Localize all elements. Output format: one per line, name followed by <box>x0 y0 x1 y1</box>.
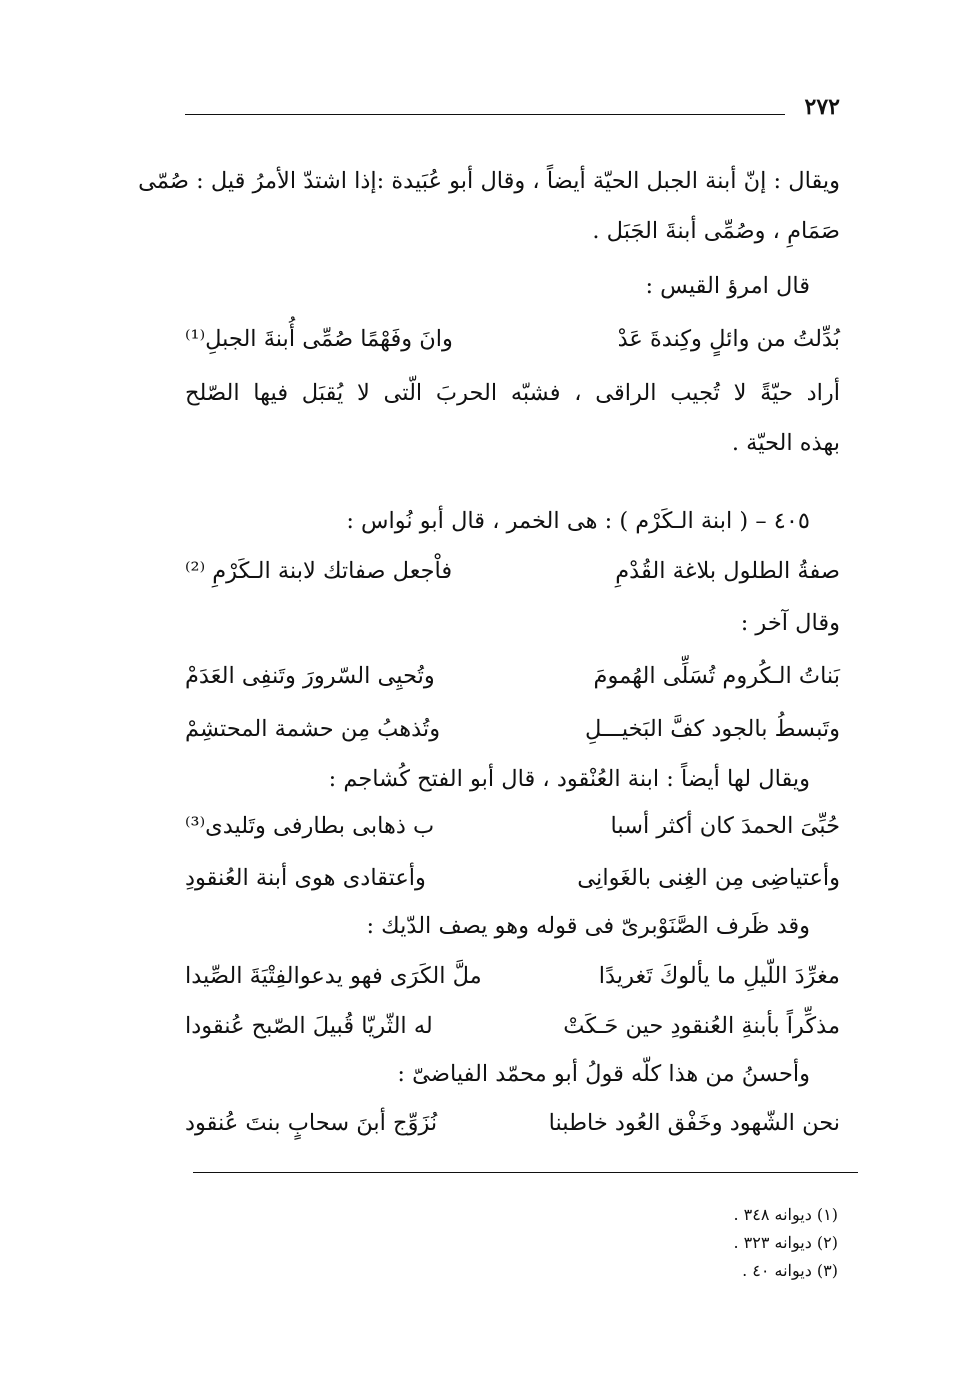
body-text <box>138 168 840 1168</box>
footnotes <box>560 1205 838 1305</box>
verse-intro: وقال آخر : <box>740 610 840 636</box>
verse-line <box>185 558 840 598</box>
paragraph-line: بهذه الحيّة . <box>731 430 840 456</box>
verse-line <box>185 1013 840 1053</box>
verse-line <box>185 865 840 905</box>
verse-intro: وقد ظَرف الصَّنَوْبرىّ فى قوله وهو يصف الدّيك : <box>366 913 810 939</box>
paragraph-line: ويقال : إنّ أبنة الجبل الحيّة أيضاً ، وقال أبو عُبَيدة :إذا اشتدّ الأمرُ قيل : صُمّى <box>138 168 840 194</box>
verse-intro: وأحسنُ من هذا كلّه قولُ أبو محمّد الفياضىّ : <box>397 1061 810 1087</box>
page-number: ٢٧٢ <box>804 94 840 120</box>
verse-line <box>185 663 840 703</box>
verse-line <box>185 813 840 853</box>
verse-hemistich-first: مذكِّراً بأبنةِ العُنقودِ حين حَـكَتْ <box>563 1013 840 1039</box>
verse-hemistich-second: وأعتقادى هوى أبنة العُنقودِ <box>185 865 426 891</box>
verse-hemistich-second: ملَّ الكَرَى فهو يدعوالفِتْيَةَ الصِّيدا <box>185 963 482 989</box>
footnote: (٢) ديوانه ٣٢٣ . <box>733 1233 838 1252</box>
verse-hemistich-second: نُزَوِّج أبنَ سحابٍ بنتَ عُنقود <box>185 1110 438 1136</box>
verse-line <box>185 326 840 366</box>
verse-intro: ويقال لها أيضاً : ابنة العُنْقود ، قال أبو الفتح كُشاجم : <box>328 766 810 792</box>
verse-hemistich-second: ب ذهابى بطارفى وتَليدى⁽³⁾ <box>185 813 435 839</box>
verse-hemistich-first: نحن الشّهود وخَفْق العُود خاطبنا <box>548 1110 840 1136</box>
footnote-rule <box>193 1172 858 1173</box>
page-header <box>185 92 840 122</box>
section-heading: ٤٠٥ – ( ابنة الـكَرْم ) : هى الخمر ، قال أبو نُواس : <box>346 508 810 534</box>
verse-intro: قال امرؤ القيس : <box>645 273 810 299</box>
verse-hemistich-first: وأعتياضِى مِن الغِنى بالغَوانِى <box>577 865 840 891</box>
verse-line <box>185 963 840 1003</box>
verse-hemistich-first: وتَبسطُ بالجود كفَّ البَخيـــلِ <box>585 716 840 742</box>
verse-hemistich-first: صفةُ الطلول بلاغة القُدْمِ <box>615 558 840 584</box>
footnote: (١) ديوانه ٣٤٨ . <box>733 1205 838 1224</box>
verse-hemistich-first: حُبِّىَ الحمدَ كان أكثر أسبا <box>610 813 840 839</box>
verse-line <box>185 1110 840 1150</box>
verse-hemistich-second: فاْجعل صفاتك لابنة الـكَرْمِ ⁽²⁾ <box>185 558 453 584</box>
header-rule <box>185 114 785 115</box>
verse-hemistich-second: وانَ وفَهْمًا صُمِّى أُبنةَ الجبلِ⁽¹⁾ <box>185 326 453 352</box>
verse-hemistich-second: وتُحيِى السّرورَ وتَنفِى العَدَمْ <box>185 663 435 689</box>
verse-hemistich-second: له الثّريّا قُبيلَ الصّبح عُنقودا <box>185 1013 433 1039</box>
verse-hemistich-second: وتُذهبُ مِن حشمة المحتشِمْ <box>185 716 441 742</box>
verse-hemistich-first: مغرِّدَ اللّيلِ ما يألوكَ تَغريدًا <box>598 963 840 989</box>
verse-hemistich-first: بُدِّلتُ من وائلٍ وكِندةَ عَدْ <box>617 326 840 352</box>
paragraph-line: صَمَامِ ، وصُمِّى أبنةَ الجَبَل . <box>592 218 840 244</box>
footnote: (٣) ديوانه ٤٠ . <box>742 1261 838 1280</box>
verse-hemistich-first: بَناتُ الـكُروم تُسَلِّى الهُمومَ <box>593 663 840 689</box>
paragraph-line: أراد حيّةً لا تُجيب الراقى ، فشبّه الحربَ الّتى لا يُقبَل فيها الصّلح <box>185 380 840 406</box>
verse-line <box>185 716 840 756</box>
